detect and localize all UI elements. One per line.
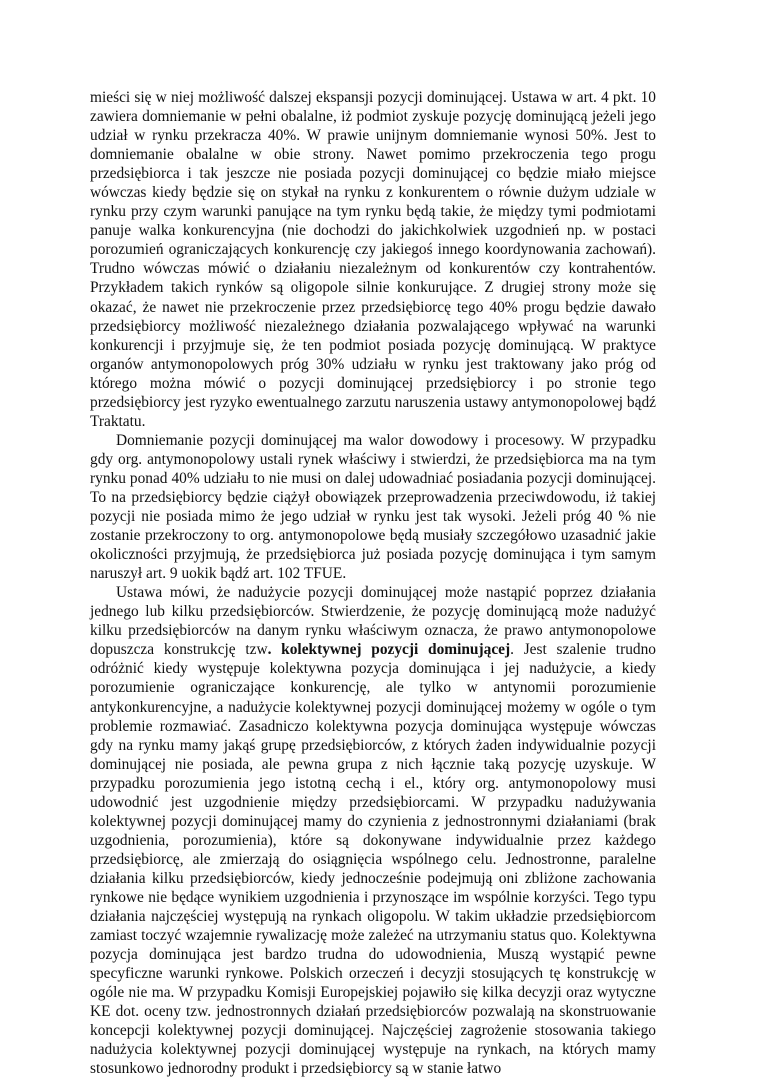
paragraph-3 — [90, 583, 656, 1078]
document-body — [90, 88, 656, 1078]
paragraph-2: Domniemanie pozycji dominującej ma walor dowodowy i procesowy. W przypadku gdy org. antymonopolowy ustali rynek właściwy i stwierdzi, że przedsiębiorca ma na tym rynku ponad 40% udziału to nie musi on dalej udowadniać posiadania pozycji dominującej. To na przedsiębiorcy będzie ciążył obowiązek przeprowadzenia przeciwdowodu, iż takiej pozycji nie posiada mimo że jego udział w rynku jest tak wysoki. Jeżeli próg 40 % nie zostanie przekroczony to org. antymonopolowe będą musiały szczegółowo uzasadnić jakie okoliczności przyjmują, że przedsiębiorca już posiada pozycję dominująca i tym samym naruszył art. 9 uokik bądź art. 102 TFUE. — [90, 431, 656, 583]
paragraph-1: mieści się w niej możliwość dalszej ekspansji pozycji dominującej. Ustawa w art. 4 pkt. 10 zawiera domniemanie w pełni obalalne, iż podmiot zyskuje pozycję dominującą jeżeli jego udział w rynku przekracza 40%. W prawie unijnym domniemanie wynosi 50%. Jest to domniemanie obalalne w obie strony. Nawet pomimo przekroczenia tego progu przedsiębiorca i tak jeszcze nie posiada pozycji dominującej co będzie miało miejsce wówczas kiedy będzie się on stykał na rynku z konkurentem o równie dużym udziale w rynku przy czym warunki panujące na tym rynku będą takie, że między tymi podmiotami panuje walka konkurencyjna (nie dochodzi do jakichkolwiek uzgodnień np. w postaci porozumień ograniczających konkurencję czy jakiegoś innego koordynowania zachowań). Trudno wówczas mówić o działaniu niezależnym od konkurentów czy kontrahentów. Przykładem takich rynków są oligopole silnie konkurujące. Z drugiej strony może się okazać, że nawet nie przekroczenie przez przedsiębiorcę tego 40% progu będzie dawało przedsiębiorcy możliwość niezależnego działania pozwalającego wpływać na warunki konkurencji i przyjmuje się, że ten podmiot posiada pozycję dominującą. W praktyce organów antymonopolowych próg 30% udziału w rynku jest traktowany jako próg od którego można mówić o pozycji dominującej przedsiębiorcy i po stronie tego przedsiębiorcy jest ryzyko ewentualnego zarzutu naruszenia ustawy antymonopolowej bądź Traktatu. — [90, 89, 656, 430]
paragraph-3-text-before: Ustawa mówi, że nadużycie pozycji dominującej może nastąpić poprzez działania jednego lub kilku przedsiębiorców. Stwierdzenie, że pozycję dominującą może nadużyć kilku przedsiębiorców na danym rynku właściwym oznacza, że prawo antymonopolowe dopuszcza konstrukcję tzw — [90, 584, 656, 659]
bold-term-collective-dominant-position: . kolektywnej pozycji dominującej — [267, 641, 511, 659]
paragraph-3-text-after: . Jest szalenie trudno odróżnić kiedy występuje kolektywna pozycja dominująca i jej nadużycie, a kiedy porozumienie ograniczające konkurencję, ale tylko w antynomii porozumienie antykonkurencyjne, a nadużycie kolektywnej pozycji dominującej możemy w ogóle o tym problemie rozmawiać. Zasadniczo kolektywna pozycja dominująca występuje wówczas gdy na rynku mamy jakąś grupę przedsiębiorców, z których żaden indywidualnie pozycji dominującej nie posiada, ale pewna grupa z nich łącznie taką pozycję uzyskuje. W przypadku porozumienia jego istotną cechą i el., który org. antymonopolowy musi udowodnić jest uzgodnienie między przedsiębiorcami. W przypadku nadużywania kolektywnej pozycji dominującej mamy do czynienia z jednostronnymi działaniami (brak uzgodnienia, porozumienia), które są dokonywane indywidualnie przez każdego przedsiębiorcę, ale zmierzają do osiągnięcia wspólnego celu. Jednostronne, paralelne działania kilku przedsiębiorców, kiedy jednocześnie podejmują oni zbliżone zachowania rynkowe nie będące wynikiem uzgodnienia i przynoszące im wspólnie korzyści. Tego typu działania najczęściej występują na rynkach oligopolu. W takim układzie przedsiębiorcom zamiast toczyć wzajemnie rywalizację może zależeć na utrzymaniu status quo. Kolektywna pozycja dominująca jest bardzo trudna do udowodnienia, Muszą wystąpić pewne specyficzne warunki rynkowe. Polskich orzeczeń i decyzji stosujących tę konstrukcję w ogóle nie ma. W przypadku Komisji Europejskiej pojawiło się kilka decyzji oraz wytyczne KE dot. oceny tzw. jednostronnych działań przedsiębiorców pozwalają na skonstruowanie koncepcji kolektywnej pozycji dominującej. Najczęściej zagrożenie stosowania takiego nadużycia kolektywnej pozycji dominującej występuje na rynkach, na których mamy stosunkowo jednorodny produkt i przedsiębiorcy są w stanie łatwo — [90, 641, 656, 1078]
